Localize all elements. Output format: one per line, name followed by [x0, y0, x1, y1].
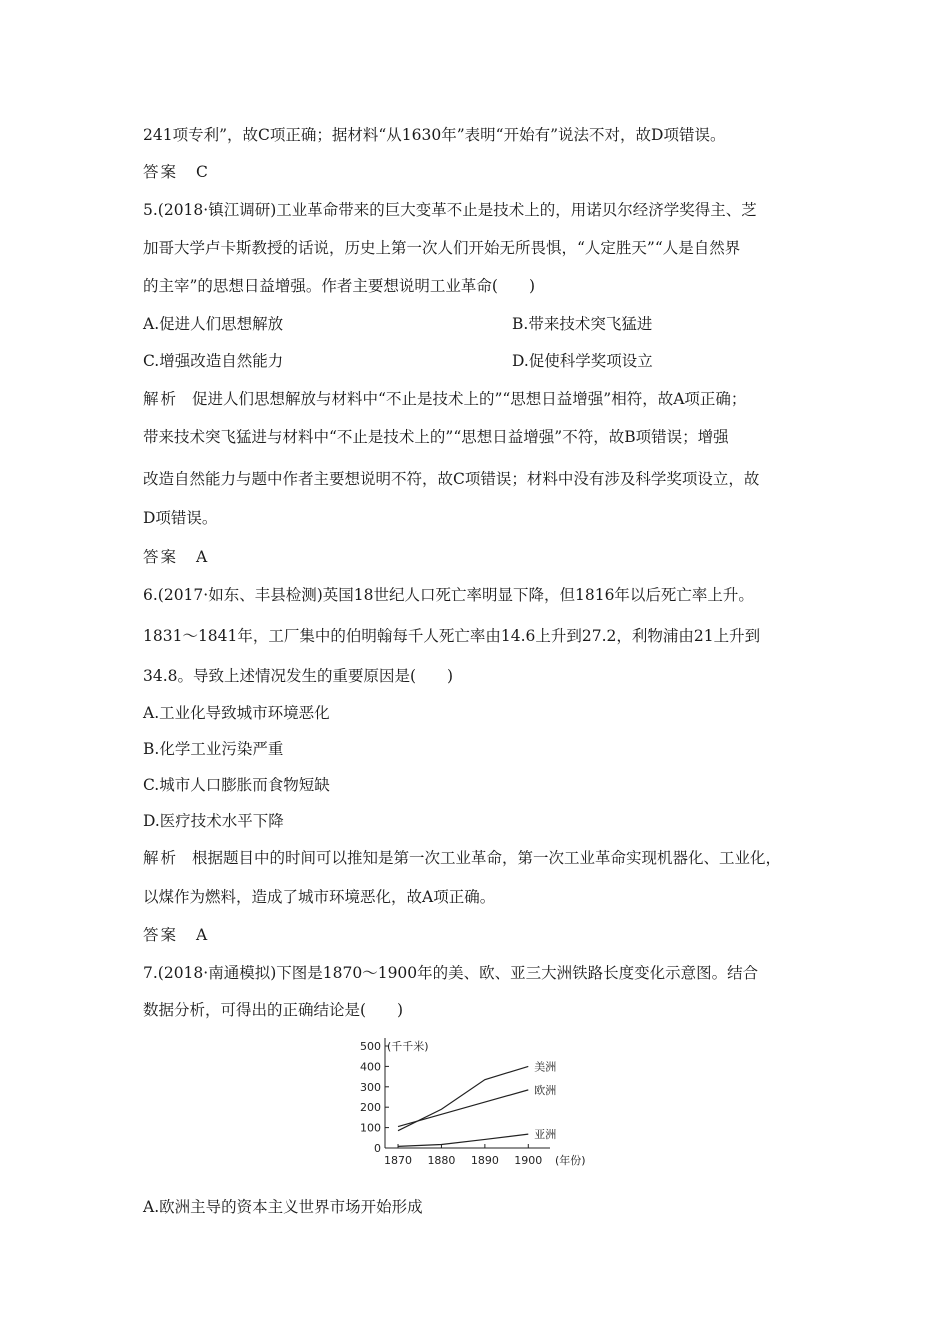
x-axis-label: (年份) [555, 1154, 586, 1167]
railway-length-chart [345, 1032, 605, 1172]
q6-analysis-line-1: 解析 根据题目中的时间可以推知是第一次工业革命，第一次工业革命实现机器化、工业化， [143, 849, 782, 867]
series-label: 美洲 [534, 1060, 557, 1074]
q6-option-a: A.工业化导致城市环境恶化 [143, 704, 330, 722]
answer-value: A [196, 548, 208, 566]
q5-option-d: D.促使科学奖项设立 [512, 352, 653, 370]
chart-axes [385, 1038, 550, 1148]
y-tick-label: 500 [360, 1040, 381, 1053]
chart-series [398, 1066, 528, 1146]
y-tick-label: 100 [360, 1121, 381, 1135]
chart-series-labels [534, 1060, 556, 1141]
y-tick-label: 0 [374, 1142, 381, 1155]
q6-option-b: B.化学工业污染严重 [143, 740, 284, 758]
q5-stem-line-1: 5.(2018·镇江调研)工业革命带来的巨大变革不止是技术上的，用诺贝尔经济学奖得主、芝 [143, 201, 757, 219]
x-tick-label: 1880 [427, 1154, 456, 1167]
answer-value: C [196, 163, 208, 181]
answer-label: 答案 [143, 926, 179, 944]
q6-option-c: C.城市人口膨胀而食物短缺 [143, 776, 330, 794]
q5-answer [143, 546, 207, 568]
q5-option-c: C.增强改造自然能力 [143, 352, 284, 370]
q7-stem-line-2: 数据分析，可得出的正确结论是( ) [143, 1001, 404, 1019]
q5-analysis-line-1: 解析 促进人们思想解放与材料中“不止是技术上的”“思想日益增强”相符，故A项正确； [143, 390, 747, 408]
q6-stem-line-3: 34.8。导致上述情况发生的重要原因是( ) [143, 667, 454, 685]
q6-option-d: D.医疗技术水平下降 [143, 812, 284, 830]
q5-analysis-line-3: 改造自然能力与题中作者主要想说明不符，故C项错误；材料中没有涉及科学奖项设立，故 [143, 470, 760, 488]
q7-option-a: A.欧洲主导的资本主义世界市场开始形成 [143, 1198, 423, 1216]
series-label: 欧洲 [534, 1083, 557, 1097]
answer-label: 答案 [143, 548, 179, 566]
y-tick-label: 200 [360, 1101, 381, 1115]
q5-stem-line-2: 加哥大学卢卡斯教授的话说，历史上第一次人们开始无所畏惧，“人定胜天”“人是自然界 [143, 239, 741, 257]
series-label: 亚洲 [534, 1128, 557, 1142]
q6-analysis-line-2: 以煤作为燃料，造成了城市环境恶化，故A项正确。 [143, 888, 496, 906]
q4-answer [143, 161, 208, 183]
q6-answer [143, 924, 207, 946]
series-line [398, 1090, 528, 1127]
q5-option-a: A.促进人们思想解放 [143, 315, 284, 333]
answer-label: 答案 [143, 163, 179, 181]
series-line [398, 1134, 528, 1146]
y-tick-label: 400 [360, 1060, 381, 1074]
analysis-label: 解析 [143, 390, 179, 408]
y-axis-label: (千千米) [387, 1040, 429, 1053]
x-tick-label: 1890 [470, 1154, 499, 1167]
q5-option-b: B.带来技术突飞猛进 [512, 315, 653, 333]
q5-analysis-line-2: 带来技术突飞猛进与材料中“不止是技术上的”“思想日益增强”不符，故B项错误；增强 [143, 428, 729, 446]
answer-value: A [196, 926, 208, 944]
x-tick-label: 1900 [514, 1154, 543, 1167]
q4-analysis-tail: 241项专利”，故C项正确；据材料“从1630年”表明“开始有”说法不对，故D项错误。 [143, 126, 726, 144]
q6-stem-line-2: 1831～1841年，工厂集中的伯明翰每千人死亡率由14.6上升到27.2，利物浦由21上升到 [143, 627, 761, 645]
q7-stem-line-1: 7.(2018·南通模拟)下图是1870～1900年的美、欧、亚三大洲铁路长度变化示意图。结合 [143, 964, 759, 982]
y-tick-label: 300 [360, 1080, 381, 1094]
analysis-label: 解析 [143, 849, 179, 867]
q6-stem-line-1: 6.(2017·如东、丰县检测)英国18世纪人口死亡率明显下降，但1816年以后死亡率上升。 [143, 586, 754, 604]
x-tick-label: 1870 [384, 1154, 413, 1167]
q5-analysis-line-4: D项错误。 [143, 509, 218, 527]
q5-stem-line-3: 的主宰”的思想日益增强。作者主要想说明工业革命( ) [143, 277, 536, 295]
